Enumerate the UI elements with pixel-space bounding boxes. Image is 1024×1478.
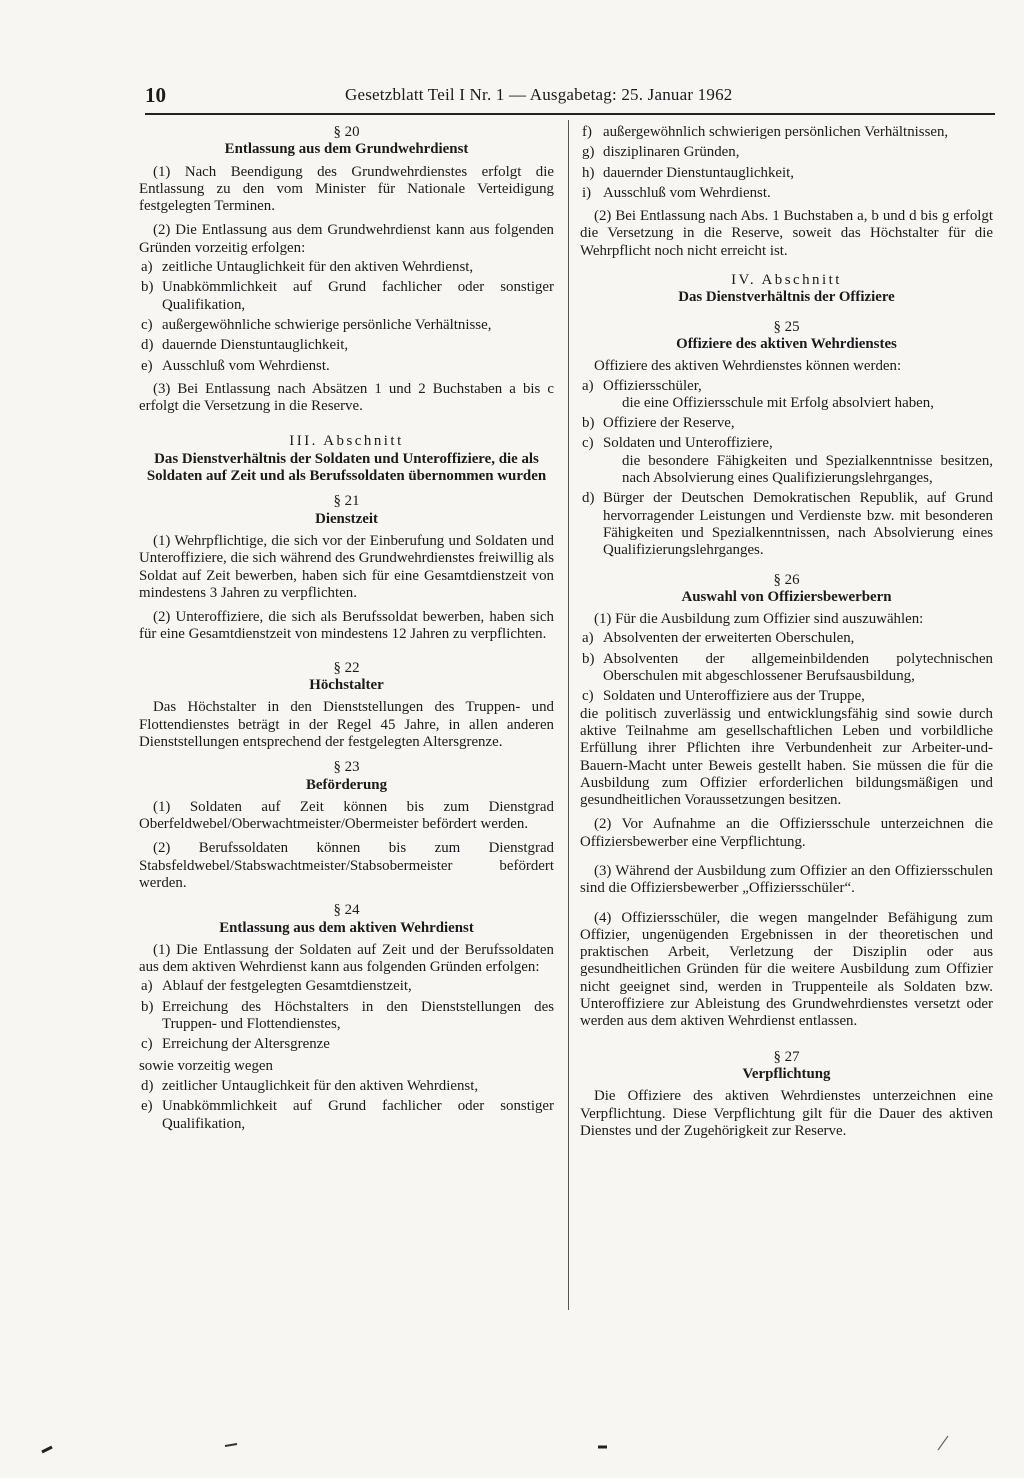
paragraph: sowie vorzeitig wegen: [139, 1057, 273, 1074]
list-item: b) Offiziere der Reserve,: [582, 415, 735, 432]
list-item: d) zeitlicher Untauglichkeit für den aktiven Wehrdienst,: [141, 1077, 479, 1094]
right-column: [580, 124, 993, 1147]
list-item: h) dauernder Dienstuntauglichkeit,: [582, 164, 795, 181]
paragraph: (2) Berufssoldaten können bis zum Dienstgrad Stabsfeldwebel/Stabswachtmeister/Stabsobermeister befördert werden.: [139, 840, 554, 891]
left-column: [139, 124, 554, 1136]
paragraph: (3) Bei Entlassung nach Absätzen 1 und 2 Buchstaben a bis c erfolgt die Versetzung in die Reserve.: [139, 380, 554, 415]
paragraph: (2) Bei Entlassung nach Abs. 1 Buchstaben a, b und d bis g erfolgt die Versetzung in die Reserve, soweit das Höchstalter für die Wehrpflicht noch nicht erreicht ist.: [580, 208, 993, 259]
list-item: a) Ablauf der festgelegten Gesamtdienstzeit,: [141, 978, 412, 995]
section-heading: § 22: [333, 659, 360, 676]
list: [580, 378, 993, 560]
paragraph: Das Höchstalter in den Dienststellungen des Truppen- und Flottendienstes beträgt in der Regel 45 Jahre, in allen anderen Dienststellungen entsprechend der festgelegten Altersgrenze.: [139, 699, 554, 750]
list-item: a) Absolventen der erweiterten Oberschulen,: [582, 630, 855, 647]
paragraph: (1) Für die Ausbildung zum Offizier sind auszuwählen:: [594, 611, 924, 628]
section-heading: § 21: [333, 493, 360, 510]
paragraph: (2) Vor Aufnahme an die Offiziersschule unterzeichnen die Offiziersbewerber eine Verpflichtung.: [580, 816, 993, 850]
part-title: Das Dienstverhältnis der Soldaten und Unteroffiziere, die als Soldaten auf Zeit und als Berufssoldaten übernommen wurden: [146, 450, 547, 485]
list-item: d) Bürger der Deutschen Demokratischen Republik, auf Grund hervorragender Leistungen und Verdienste bzw. mit besonderen Fähigkeiten und Spezialkenntnissen, nach Absolvierung eines Qualifizierungslehrganges.: [582, 490, 993, 559]
column-divider: [568, 120, 569, 1310]
section-heading: § 25: [773, 318, 800, 335]
list-item: d) dauernde Dienstuntauglichkeit,: [141, 337, 349, 354]
paragraph: (1) Die Entlassung der Soldaten auf Zeit und der Berufssoldaten aus dem aktiven Wehrdienst kann aus folgenden Gründen erfolgen:: [139, 941, 554, 976]
section-title: Entlassung aus dem Grundwehrdienst: [224, 141, 469, 158]
paragraph: Die Offiziere des aktiven Wehrdienstes unterzeichnen eine Verpflichtung. Diese Verpflichtung gilt für die Dauer des aktiven Dienstes und der Zugehörigkeit zur Reserve.: [580, 1088, 993, 1139]
list: [580, 630, 993, 705]
section-heading: § 27: [773, 1048, 800, 1065]
paragraph: die politisch zuverlässig und entwicklungsfähig sind sowie durch aktive Teilnahme am gesellschaftlichen Leben und vorbildliche Erfüllung ihrer Pflichten ihre Verbundenheit zur Arbeiter-und-Bauern-Macht unter Beweis gestellt haben. Sie müssen die für die Ausbildung zum Offizier erforderlichen bildungsmäßigen und gesundheitlichen Voraussetzungen besitzen.: [580, 705, 993, 809]
section-title: Auswahl von Offiziersbewerbern: [681, 588, 892, 605]
part-heading: III. Abschnitt: [289, 433, 404, 450]
paragraph: (1) Nach Beendigung des Grundwehrdienstes erfolgt die Entlassung zu den vom Minister für Nationale Verteidigung festgelegten Terminen.: [139, 163, 554, 215]
paragraph: (2) Unteroffiziere, die sich als Berufssoldat bewerben, haben sich für eine Gesamtdienstzeit von mindestens 12 Jahren zu verpflichten.: [139, 609, 554, 643]
list: [139, 1078, 554, 1133]
list-item: a) Offiziersschüler,: [582, 377, 702, 394]
list: [580, 124, 993, 202]
list-item: c) außergewöhnliche schwierige persönliche Verhältnisse,: [141, 316, 492, 333]
list-item: e) Ausschluß vom Wehrdienst.: [141, 357, 330, 374]
list-item: c) Soldaten und Unteroffiziere aus der Truppe,: [582, 688, 865, 705]
list-item: a) zeitliche Untauglichkeit für den aktiven Wehrdienst,: [141, 259, 474, 276]
list-item: c) Erreichung der Altersgrenze: [141, 1036, 330, 1053]
list: [139, 259, 554, 375]
section-title: Höchstalter: [309, 677, 384, 694]
section-title: Offiziere des aktiven Wehrdienstes: [676, 335, 897, 352]
part-title: Das Dienstverhältnis der Offiziere: [678, 289, 895, 306]
list-item: b) Absolventen der allgemeinbildenden polytechnischen Oberschulen mit abgeschlossener Berufsausbildung,: [582, 650, 993, 685]
list-item-detail: die besondere Fähigkeiten und Spezialkenntnisse besitzen, nach Absolvierung eines Qualifizierungslehrganges,: [622, 452, 993, 487]
list-item: b) Erreichung des Höchstalters in den Dienststellungen des Truppen- und Flottendienstes,: [141, 998, 554, 1033]
list-item-detail: die eine Offiziersschule mit Erfolg absolviert haben,: [622, 394, 934, 411]
section-title: Verpflichtung: [742, 1065, 831, 1082]
paragraph: (1) Wehrpflichtige, die sich vor der Einberufung und Soldaten und Unteroffiziere, die sich während des Grundwehrdienstes freiwillig als Soldat auf Zeit bewerben, haben sich für eine Gesamtdienstzeit von mindestens 3 Jahren zu verpflichten.: [139, 532, 554, 601]
running-title: Gesetzblatt Teil I Nr. 1 — Ausgabetag: 25. Januar 1962: [345, 85, 733, 104]
list-item: i) Ausschluß vom Wehrdienst.: [582, 184, 771, 201]
list-item: g) disziplinaren Gründen,: [582, 144, 740, 161]
section-title: Entlassung aus dem aktiven Wehrdienst: [219, 919, 474, 936]
paragraph: (2) Die Entlassung aus dem Grundwehrdienst kann aus folgenden Gründen vorzeitig erfolgen:: [139, 222, 554, 256]
section-heading: § 26: [773, 571, 800, 588]
list-item: c) Soldaten und Unteroffiziere,: [582, 435, 773, 452]
paragraph: Offiziere des aktiven Wehrdienstes können werden:: [594, 358, 902, 375]
section-title: Beförderung: [305, 776, 388, 793]
list-item: f) außergewöhnlich schwierigen persönlichen Verhältnissen,: [582, 124, 949, 140]
paragraph: (3) Während der Ausbildung zum Offizier an den Offiziersschulen sind die Offiziersbewerber „Offiziersschüler“.: [580, 862, 993, 897]
section-heading: § 24: [333, 902, 360, 919]
list-item: b) Unabkömmlichkeit auf Grund fachlicher oder sonstiger Qualifikation,: [141, 279, 554, 313]
list-item: e) Unabkömmlichkeit auf Grund fachlicher oder sonstiger Qualifikation,: [141, 1098, 554, 1132]
page-header: [145, 81, 995, 115]
section-heading: § 23: [333, 759, 360, 776]
paragraph: (4) Offiziersschüler, die wegen mangelnder Befähigung zum Offizier, ungenügenden Ergebnissen in der theoretischen und praktischen Arbeit, Verletzung der Disziplin oder aus gesundheitlichen Gründen für die weitere Ausbildung zum Offizier nicht geeignet sind, werden in Truppenteile als Soldaten bzw. Unteroffiziere zur Ableistung des Grundwehrdienstes versetzt oder werden aus dem aktiven Wehrdienst entlassen.: [580, 909, 993, 1030]
page-number: 10: [145, 83, 166, 107]
section-title: Dienstzeit: [315, 510, 378, 527]
section-heading: § 20: [333, 124, 360, 140]
paragraph: (1) Soldaten auf Zeit können bis zum Dienstgrad Oberfeldwebel/Oberwachtmeister/Obermeister befördert werden.: [139, 798, 554, 833]
part-heading: IV. Abschnitt: [731, 272, 842, 289]
list: [139, 978, 554, 1053]
